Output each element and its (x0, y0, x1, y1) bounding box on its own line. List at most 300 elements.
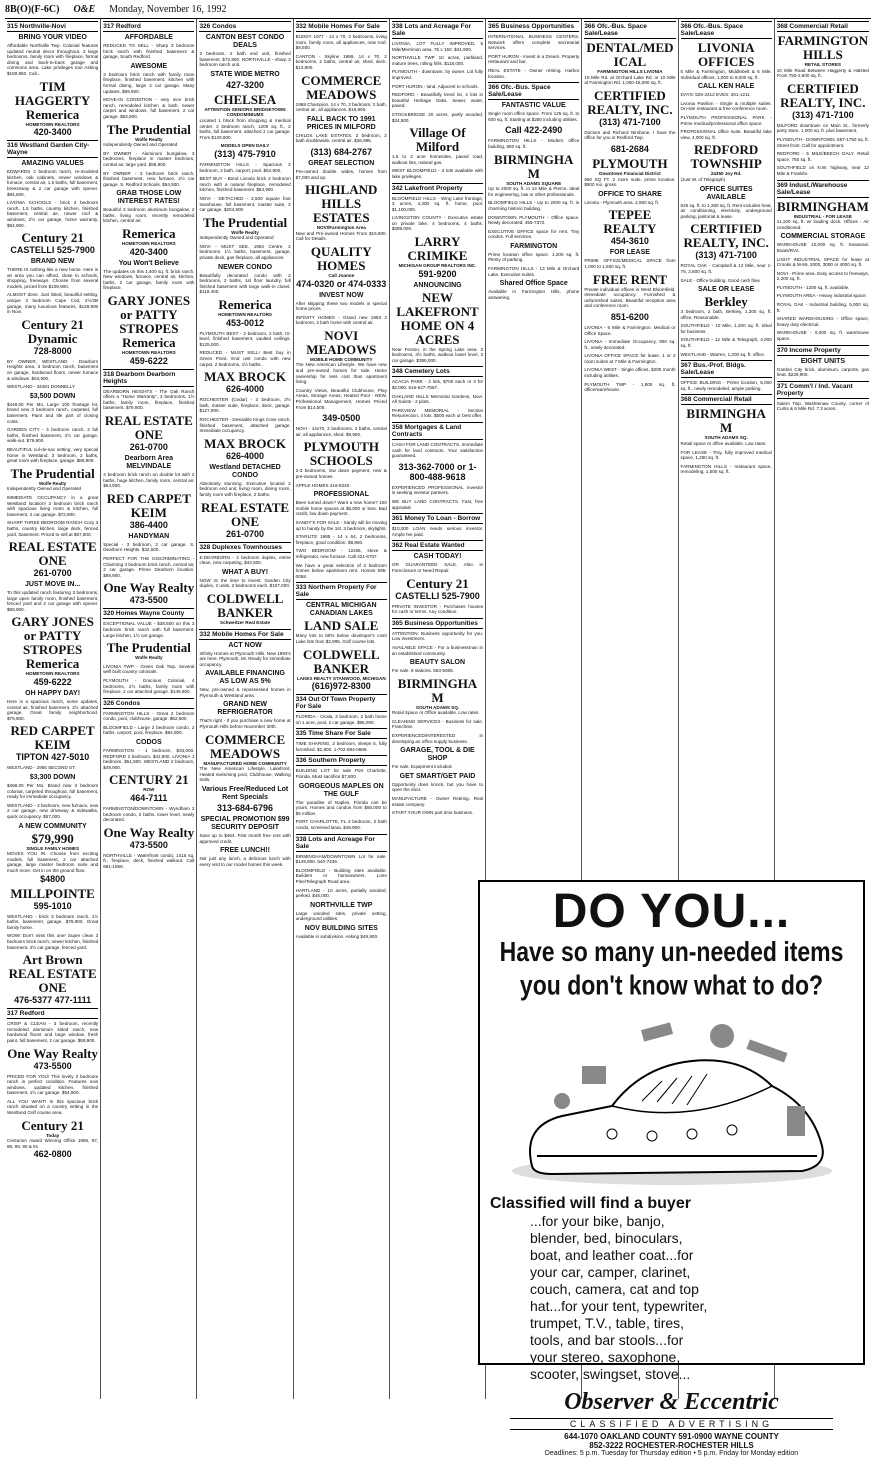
classified-ad (296, 413, 387, 423)
category-heading: 370 Income Property (777, 345, 869, 356)
category-heading: 342 Lakefront Property (392, 183, 483, 194)
ad-body: THERE IS nothing like a new home. Here is an area you can afford, close to schools, shopping, freeways. Choose from several models, priced from $109,900. (7, 267, 99, 289)
ad-body: FARMINGTON - 1 bedroom, $34,000. REDFORD 2 bedroom, $42,900. LIVONIA 1 bedroom. $51,900. WESTLAND 2 bedroom, $49,900. (103, 748, 195, 770)
classified-ad (392, 733, 483, 744)
category-heading: 368 Commercial/ Retail (777, 21, 869, 32)
promo-item-line: your stereo, saxophone, (530, 1349, 681, 1365)
classified-ad (584, 325, 675, 336)
classified-ad (296, 116, 387, 144)
ad-display-name: RED CARPET KEIM (106, 490, 191, 520)
ad-body: WESTLAND - brick 3 bedroom ranch, 1½ baths, basement, garage. $79,900. Great family home. (7, 913, 99, 930)
ad-body: PLYMOUTH - DOWNTOWN. 587-1750 sq. ft. Street front. Call for appointment. (776, 136, 869, 148)
ad-display-name: TIM HAGGERTY (14, 78, 91, 108)
classified-ad (777, 200, 869, 231)
ad-body: NORTHVILLE - Waterfront condo, 1415 sq. ft., fireplace, deck, finished walkout. Call 681-1858. (103, 852, 195, 869)
ad-body: INTERNATIONAL BUSINESS CENTERS. Network offers complete secretarial services. (488, 34, 580, 51)
classified-ad (584, 130, 675, 141)
classified-ad (296, 563, 387, 580)
classified-ad (681, 464, 772, 475)
ad-brand: REAL ESTATE ONE (201, 499, 290, 529)
ad-headline: BRING YOUR VIDEO (18, 34, 87, 41)
ad-display-name: RED CARPET KEIM (10, 723, 95, 753)
ad-brand: The Prudential (202, 214, 288, 230)
classified-ad (199, 331, 290, 348)
ad-phone: 459-6222 (33, 677, 72, 688)
classified-column (101, 19, 197, 1399)
ad-body: Opportunity does knock, but you have to open the door. (391, 781, 484, 793)
ad-body: Available in Farmington Hills, phone answering. (488, 289, 580, 300)
classified-ad (392, 379, 483, 390)
promo-item-line: trumpet, T.V., table, tires, (530, 1315, 685, 1331)
classified-ad (392, 553, 483, 573)
ad-body: PLYMOUTH - Gracious Colonial, 4 bedrooms, 2½ baths, family room with fireplace, 2 car attached garage. $149,900. (103, 677, 195, 695)
ad-body: TIME SHARING, 2 bedroom, sleeps 6, fully furnished. $2,900. 1-702-594-0686. (295, 741, 387, 752)
classified-ad (392, 773, 483, 793)
ad-display-name: MAX BROCK (204, 435, 287, 451)
ad-body: SOUTHFIELD - 10 Mile, 1,200 sq. ft. Ideal for business. (680, 323, 772, 334)
classified-ad (7, 495, 98, 517)
ad-body: REDUCED - MUST SELL! Best buy in Green Point. End unit condo with new carpet, 2 bedrooms, 1½ baths. (199, 350, 291, 367)
promo-item-list (490, 1213, 853, 1383)
ad-phone: (313) 475-7910 (214, 148, 276, 159)
ad-body: PLYMOUTH BEST - 2 bedroom, 2 bath, tri-level, finished basement, vaulted ceilings. $125,000. (199, 330, 291, 347)
ad-body: WEST BLOOMFIELD - 3 lots available with lake privileges. (391, 168, 484, 179)
ad-body: We have a great selection of 2 bedroom homes below apartment rent. Homes 595-0058. (295, 562, 387, 579)
ad-body: GARDEN CITY - 3 bedroom ranch, 2 full baths, finished basement, 2½ car garage, walk-out. $79,900. (7, 427, 99, 444)
ad-headline: GREAT SELECTION (308, 159, 375, 167)
classified-ad (296, 329, 387, 385)
ad-display-name: Century 21 (21, 230, 84, 246)
category-heading: 348 Cemetery Lots (392, 366, 483, 377)
classified-ad (681, 186, 772, 220)
ad-subheading: INDUSTRIAL - FOR LEASE (793, 213, 852, 219)
ad-body: PLYMOUTH PROFESSIONAL PARK - Prime medical/professional office space. (680, 114, 772, 126)
classified-ad (584, 208, 675, 246)
ad-headline: AMAZING VALUES (21, 160, 84, 168)
ad-phone: 595-1010 (33, 900, 72, 911)
ad-display-name: COLDWELL BANKER (302, 646, 380, 676)
ad-phone: 626-4000 (226, 450, 265, 461)
ad-phone: 313-362-7000 or 1-800-488-9618 (398, 461, 477, 482)
promo-item-line: your car, camper, clarinet, (530, 1264, 691, 1280)
ad-body: FARMINGTON HILLS - Modern office building, 850 sq. ft. (488, 138, 580, 149)
ad-body: $468.00 Per Mo. Brand new 3 bedroom colonial, carpeted throughout, full basement, ready for immediate occupancy. (7, 783, 99, 800)
ad-body: SHARP THREE BEDROOM RANCH Cozy 3 baths, country kitchen, large deck, fenced yard, basement. Priced to sell at $67,500. (7, 520, 99, 537)
ad-headline: CODOS (135, 739, 162, 747)
classified-ad (681, 222, 772, 260)
classified-ad (392, 719, 483, 730)
ad-body: LIVONIA WEST - Single offices, $200 month including utilities. (584, 367, 676, 379)
ad-body: Livonia - Plymouth area. 2,550 sq. ft. (584, 199, 660, 205)
ad-subheading: MODELS OPEN DAILY (220, 143, 270, 149)
ad-subheading: HOMETOWN REALTORS (121, 241, 176, 247)
ad-phone: 476-5377 477-1111 (14, 995, 92, 1006)
ad-phone: 851-6200 (610, 311, 649, 322)
ad-phone: 427-3200 (226, 79, 265, 90)
classified-ad (488, 68, 579, 79)
ad-body: ROYAL OAK - Industrial building, 5,000 sq. ft. (776, 302, 869, 313)
ad-body: AVAILABLE SPACE - For a businessman in an established community. (391, 644, 484, 656)
classified-ad (296, 147, 387, 157)
classified-ad (584, 191, 675, 206)
ad-body: Doctors and Richard Nimbone. I have the office for you in Redford Twp. (584, 129, 676, 141)
classified-ad (392, 92, 483, 109)
ad-body: CRISP & CLEAN - 3 bedroom, recently remodeled aluminum sided ranch, new hardwood floors and large window, fresh paint, full basement, 2 car garage. $59,900. (7, 1021, 99, 1043)
paper-name: O&E (73, 4, 96, 15)
ad-phone: 474-0320 or 474-0333 (296, 278, 387, 289)
classified-ad (199, 733, 290, 783)
classified-ad (7, 615, 98, 687)
ad-brand: The Prudential (10, 465, 95, 481)
ad-body: 1988 Champion, 14 x 70, 3 bedroom, 2 bath, central air, all appliances. $18,900. (295, 101, 387, 113)
classified-ad (296, 483, 387, 489)
ad-phone: (616)972-8300 (311, 681, 371, 692)
ad-subheading: RETAIL STORES (804, 62, 841, 67)
ad-body: FARMINGTON HILLS - Spacious 2 bedroom, 2 bath, carport, pool. $54,900. (199, 161, 291, 173)
ad-body: ALL YOU WANT! In this spacious brick ranch situated on a country setting in the Westland Golf course area. (7, 1098, 99, 1116)
ad-body: MOVES YOU IN. Choose from exciting models, full basement, 2 car attached garage, large master bedroom suite and much more. Get in on the ground floor. (7, 851, 99, 873)
classified-ad (7, 690, 98, 721)
ad-body: STOCKBRIDGE 20 acres, partly wooded, $34,500. (391, 111, 484, 123)
ad-body: APPLE HOMES 416-8240 (295, 482, 350, 488)
ad-body: PLYMOUTH TWP - 1,800 sq. ft. office/warehouse. (584, 381, 676, 393)
category-heading: 366 Ofc.-Bus. Space Sale/Lease (488, 82, 579, 100)
ad-headline: AFFORDABLE (124, 34, 173, 41)
ad-phone: Call 422-2490 (505, 125, 563, 136)
classified-ad (103, 711, 194, 722)
classified-ad (296, 74, 387, 113)
ad-subheading: SOUTH ADAMS SQ. (415, 704, 460, 710)
classified-ad (296, 648, 387, 692)
classified-ad (7, 427, 98, 444)
classified-ad (7, 540, 98, 578)
ad-phone: CASTELLI 525-7900 (395, 590, 480, 601)
ad-phone: 313-684-6796 (217, 803, 274, 814)
ad-body: 4 bedroom brick ranch on double lot with 2 baths, huge kitchen, family room, central air. $54,900. (103, 472, 195, 489)
ad-body: Independently Owned and Operated (7, 486, 82, 492)
ad-brand: Remerica (122, 335, 176, 351)
classified-ad (584, 157, 675, 188)
ad-body: DEARBORN HEIGHTS - The Oak Ranch offers a "Home Warranty", 3 bedrooms, 1½ baths, family room, fireplace, finished basement. $79,900. (103, 388, 195, 411)
category-heading: 332 Mobile Homes For Sale (296, 21, 387, 32)
classified-ad (488, 34, 579, 51)
ad-headline: GRAB THOSE LOW INTEREST RATES! (116, 190, 182, 206)
ad-subheading: MOBILE HOME COMMUNITY (310, 356, 373, 362)
ad-body: LIVONIA, LOT FULLY IMPROVED, 5 Mile/Merriman area. 75 x 150. $41,900. (391, 41, 484, 52)
ad-body: For sale. 8 stations. 553-5085. (391, 668, 454, 674)
ad-phone: 591-9200 (418, 268, 457, 279)
ad-body: Salem Twp. Washtenaw County, corner of Curtis & 6 Mile Rd. 7.3 acres. (776, 400, 869, 412)
classified-ad (584, 339, 675, 350)
ad-phone: 464-7111 (130, 793, 168, 804)
classified-ad (488, 138, 579, 149)
ad-body: PRIVATE INVESTOR - Purchases houses for cash or terms. Any condition. (391, 603, 484, 615)
ad-body: Livonia Pavilion - Single & multiple suites. On-site restaurant & free conference room. (680, 100, 772, 112)
classified-ad (296, 440, 387, 479)
ad-body: Not just any lunch, a delicious lunch with every visit to our model homes this week. (199, 856, 291, 867)
ad-subheading: SINGLE FAMILY HOMES (26, 845, 80, 851)
classified-ad (7, 914, 98, 931)
classified-ad (681, 286, 772, 320)
ad-phone: 473-5500 (129, 595, 168, 606)
category-heading: 318 Dearborn Dearborn Heights (103, 369, 194, 387)
classified-ad (199, 701, 290, 729)
ad-body: 11,100 sq. ft. w/ loading dock. Offices - Air conditioned. (776, 219, 869, 230)
ad-body: SANDY'S FOR SALE - Sandy will be moving up to handy by the 1st. 3 bedroom, skylights. (295, 519, 387, 531)
classified-ad (584, 367, 675, 378)
classified-ad (7, 384, 98, 390)
classified-ad (296, 741, 387, 752)
classified-ad (392, 168, 483, 179)
ad-body: BUILDING LOT for sale Port Charlotte, Florida. Must sacrifice $7,500. (295, 768, 387, 780)
classified-ad (7, 200, 98, 228)
classified-ad (103, 492, 194, 530)
ad-body: Prime location office space. 1,200 sq. ft. Plenty of parking. (488, 251, 580, 263)
ad-phone: (313) 684-2767 (310, 146, 373, 157)
classified-ad (199, 847, 290, 867)
ad-body: BEAUTIFUL cul-de-sac setting, very special home in Westland. 3 bedroom, 2 baths, great room with fireplace, garage. $89,900. (7, 446, 99, 464)
ad-body: IMMEDIATE OCCUPANCY in a great Westland location! 3 bedroom brick ranch with spacious living room & kitchen, full basement, 2 car garage. $72,900. (7, 494, 99, 517)
classified-ad (777, 123, 869, 134)
category-heading: 365 Business Opportunities (488, 21, 579, 32)
promo-item-line: hat...for your tent, typewriter, (530, 1298, 708, 1314)
ad-headline: NOV BUILDING SITES (304, 924, 378, 932)
ad-body: 3 bedroom brick ranch with family room fireplace, finished basement, kitchen with formal dining, large 2 car garage. Many updates. $69,900. (103, 71, 195, 94)
ad-brand: One Way Realty (103, 824, 195, 840)
ad-phone: 626-4000 (226, 384, 265, 395)
promo-item-line: scooter, swingset, stove... (530, 1366, 691, 1382)
classified-ad (7, 803, 98, 820)
ad-body: Save up to $454. First month free rent with approved credit. (199, 833, 291, 844)
classified-ad (199, 555, 290, 566)
ad-headline: CASH TODAY! (413, 553, 462, 561)
classified-ad (7, 1119, 98, 1160)
classified-ad (7, 581, 98, 612)
classified-ad (199, 437, 290, 461)
ad-body: FARMINGTON HILLS - restaurant space, remodeling, 1,500 sq. ft. (680, 463, 772, 475)
ad-phone: 386-4400 (129, 519, 168, 530)
category-heading: 332 Mobile Homes For Sale (199, 629, 290, 640)
category-heading: 328 Duplexes Townhouses (199, 542, 290, 553)
classified-ad (199, 501, 290, 539)
classified-ad (392, 235, 483, 279)
classified-ad (777, 165, 869, 176)
ad-display-name: LARRY CRIMIKE (407, 234, 468, 264)
classified-ad (199, 93, 290, 141)
classified-ad (199, 370, 290, 394)
category-heading: 371 Comm'l / Ind. Vacant Property (777, 381, 869, 399)
ad-body: ROYAL OAK - Campbell & 12 Mile, near 1-75, 2,600 sq. ft. (680, 263, 772, 274)
ad-headline: GRAND NEW REFRIGERATOR (217, 701, 273, 717)
ad-body: SHARED WAREHOUSING - Office space, heavy duty electrical. (776, 316, 869, 327)
classified-ad (392, 394, 483, 405)
ad-display-name: REDFORD TOWNSHIP (690, 142, 762, 172)
ad-headline: $3,300 DOWN (29, 774, 76, 782)
classified-ad (199, 464, 290, 498)
classified-ad (7, 359, 98, 381)
ad-subheading: NOVI/Farmington Area (316, 225, 366, 231)
ad-body: MANUFACTURE - Owner Retiring. Real estate company. (391, 796, 484, 807)
ad-headline: COMMERCIAL STORAGE (780, 233, 866, 241)
ad-body: Country Views, Beautiful Clubhouse, Play Areas, Storage Areas, Heated Pool - NEW, Professional Management, Homes Priced From $14,500. (295, 387, 387, 410)
ad-body: Single room office space. From 125 sq. ft. to 600 sq. ft. Starting at $250 including utilities. (488, 111, 580, 122)
ad-headline: Various Free/Reduced Lot Rent Specials (201, 786, 289, 802)
classified-ad (7, 160, 98, 197)
ad-body: LIVONIA SCHOOLS - brick 3 bedroom ranch, 1.5 baths, country kitchen, finished basement, central air, newer roof & windows, 2½ car garage, home warranty. $84,900. (7, 200, 99, 228)
classified-ad (777, 82, 869, 120)
classified-ad (199, 592, 290, 626)
classified-ad (296, 292, 387, 312)
classified-ad (584, 382, 675, 393)
classified-ad (392, 645, 483, 656)
ad-body: OAKLAND HILLS Memorial Gardens, Novi. All Saints - 2 plots. (391, 393, 484, 405)
ad-body: FARMINGTON/DOWNTOWN - Wyndham 2 bedroom condo, 2 baths, lower level, newly decorated. (103, 806, 195, 823)
ad-phone: 728-8000 (33, 345, 72, 356)
ad-display-name: NOVI MEADOWS (306, 327, 377, 357)
ad-body: LIGHT INDUSTRIAL SPACE for lease at Crooks & M-59, 2000, 3000 or 4000 sq. ft. (776, 256, 869, 268)
ad-body: REDUCED TO SELL - Sharp 3 bedroom brick ranch with finished basement & garage, South Redford. (103, 43, 195, 60)
classified-ad (199, 143, 290, 159)
classified-ad (488, 266, 579, 277)
ad-body: Affordable Northville Twp. Colonial features updated neutral decor throughout, 3 large bedrooms, family room with fireplace, formal dining and back-to-back garage and commons area. Lake privileges too! Asking $159,850. Call... (7, 43, 99, 76)
ad-body: 5 Mile & Farmington, Middlebelt & 6 Mile. Individual offices, 1,000 to 8,000 sq. ft. (680, 69, 772, 80)
promo-ad (478, 880, 865, 1457)
ad-brand: One Way Realty (7, 1045, 98, 1061)
category-heading: 338 Lots and Acreage For Sale (392, 21, 483, 39)
ad-headline: JUST MOVE IN... (24, 581, 81, 589)
classified-ad (103, 806, 194, 823)
classified-ad (392, 41, 483, 52)
classified-ad (777, 137, 869, 148)
ad-body: Infinity Homes at Plymouth Hills. New 1993's are here. Plymouth, Mi. Ready for immediate occupancy. (199, 650, 291, 667)
classified-ad (488, 200, 579, 211)
ad-body: LIVONIA OFFICE SPACE for lease, 1 or 2 room suites at 7 Mile & Farmington. (584, 353, 676, 364)
ad-headline: ACT NOW (228, 641, 262, 649)
ad-display-name: Century 21 (21, 1117, 84, 1133)
classified-ad (392, 442, 483, 459)
ad-body: New, pre-owned & repossessed homes in Plymouth & Westland area. (199, 687, 291, 698)
ad-body: BEST BUY - Bond Livonia brick 2 bedroom ranch with a natural fireplace, remodeled kitchen, finished basement. $84,900. (199, 176, 291, 193)
publisher-logo: Observer & Eccentric (564, 1389, 779, 1415)
classified-ad (584, 144, 675, 154)
classified-column (197, 19, 293, 1399)
classified-ad (7, 887, 98, 911)
classified-ad (584, 249, 675, 269)
ad-body: NOVI - DETACHED - 2,500 square foot townhouse, full basement, master suite, 2 car garage. $204,500. (199, 195, 291, 213)
classified-ad (199, 569, 290, 589)
ad-body: BY OWNER, WESTLAND - Dearborn Heights area, 3 bedroom ranch, basement on garage, hardwood floors, newer furnace & windows. $64,500. (7, 358, 99, 381)
issue-date: Monday, November 16, 1992 (109, 4, 227, 15)
ad-headline: INVEST NOW (319, 291, 364, 299)
ad-body: Garden City brick, aluminum, carports, gas heat. $229,900. (776, 366, 869, 378)
ad-brand: MILLPOINTE (10, 885, 95, 901)
classified-ad (392, 126, 483, 165)
ad-phone: 681-2684 (610, 143, 649, 154)
classified-ad (199, 786, 290, 813)
ad-body: After skipping these two models in special home prices. (295, 300, 387, 312)
classified-ad (7, 318, 98, 356)
ad-body: PRIME OFFICE/MEDICAL SPACE from 1,000 to 1,500 sq. ft. (584, 258, 676, 269)
ad-brand: The Prudential (106, 121, 191, 137)
ad-phone: (313) 471-7100 (695, 250, 757, 261)
ad-body: CHILDS LAKE ESTATES. 2 bedroom, 2 bath doublewide, central air, $26,995. (295, 132, 387, 144)
classified-column (390, 19, 486, 1399)
ad-brand: The Prudential (106, 640, 191, 656)
promo-headline: DO YOU... (552, 885, 791, 938)
classified-ad (681, 323, 772, 334)
category-heading: 358 Mortgages & Land Contracts (392, 422, 483, 440)
classified-ad (296, 160, 387, 180)
ad-phone: 420-3400 (129, 246, 168, 257)
classified-ad (7, 774, 98, 800)
classified-ad (296, 714, 387, 725)
classified-ad (392, 526, 483, 537)
ad-body: ALMOST done. Just listed, beautiful setting, unique 3 bedroom Cape Cod, 2½/2B garage, many luxurious features, $129,900 in Novi. (7, 292, 99, 315)
ad-body: HARTLAND - 10 acres, partially wooded, perked. $45,000. (295, 887, 387, 899)
ad-body: Independently Owned and Operated (103, 142, 178, 148)
ad-body: START YOUR OWN part time business. (391, 810, 474, 816)
ad-display-name: COMMERCE MEADOWS (204, 731, 286, 761)
ad-subheading: LAKES REALTY STANWOOD, MICHIGAN (296, 675, 386, 681)
classified-ad (681, 380, 772, 391)
classified-ad (296, 819, 387, 830)
ad-body: LIVINGSTON COUNTY - Executive estate on private lake, 4 bedrooms, 4 baths. $389,000. (391, 215, 484, 232)
ad-headline: EIGHT UNITS (800, 357, 846, 365)
promo-question: Have so many un-needed items you don't know what to do? (499, 935, 844, 1001)
classified-ad (103, 739, 194, 770)
ad-body: DOWNTOWN PLYMOUTH - Office space. Newly decorated. 455-7372. (488, 214, 580, 226)
classified-ad (777, 293, 869, 299)
classified-ad (777, 330, 869, 341)
classified-ad (777, 302, 869, 313)
ad-headline: PROFESSIONAL (313, 491, 369, 499)
classified-ad (296, 520, 387, 531)
classified-ad (103, 227, 194, 257)
ad-display-name: Village Of Milford (409, 125, 466, 155)
ad-brand: Remerica (122, 226, 176, 242)
classified-ad (103, 63, 194, 94)
classified-ad (296, 54, 387, 71)
ad-display-name: PLYMOUTH SCHOOLS (303, 439, 379, 469)
classified-column (294, 19, 390, 1399)
ad-body: Been turned down? Want a new home? 100 mobile home spaces at $5,000 or less. Bad credit, low down payment. (295, 500, 387, 517)
ad-brand: REAL ESTATE ONE (104, 413, 193, 442)
ad-phone: 261-0700 (129, 442, 168, 452)
category-heading: 317 Redford (7, 1008, 98, 1019)
ad-display-name: FARMINGTON HILLS (777, 33, 869, 62)
classified-ad (296, 245, 387, 289)
page-header (5, 4, 871, 19)
ad-phone: 420-3400 (33, 127, 72, 138)
classified-ad (392, 485, 483, 496)
classified-ad (488, 153, 579, 198)
ad-headline: $3,500 DOWN (29, 392, 76, 400)
classified-ad (7, 933, 98, 950)
classified-ad (103, 641, 194, 661)
promo-item-line: blender, bed, binoculars, (530, 1230, 683, 1246)
classified-ad (103, 151, 194, 168)
ad-body: FARMINGTON HILLS - Great 2 bedroom condo, pool, clubhouse, garage. $62,500. (103, 710, 195, 722)
ad-body: ROCHESTER - Desirable Kings Cove ranch, finished basement, attached garage. Immediate occupancy. (199, 416, 291, 434)
ad-headline: Dearborn Area MELVINDALE (124, 455, 174, 470)
ad-phone: (313) 471-7100 (792, 109, 854, 120)
category-heading: 333 Northern Property For Sale (296, 582, 387, 600)
ad-phone: CASTELLI 525-7900 (10, 245, 95, 256)
classified-ad (681, 352, 772, 358)
ad-body: NOVI - MUST SEE. 1984 Centre, 2 bedrooms, 1½ baths, basement, garage, private deck, gas fireplace, all appliances. (199, 243, 291, 261)
ad-display-name: NEW LAKEFRONT HOME ON 4 ACRES (396, 289, 479, 347)
ad-body: E.DEARBORN - 2 bedroom duplex, entire clean, new carpeting, $43,500. (199, 554, 291, 566)
